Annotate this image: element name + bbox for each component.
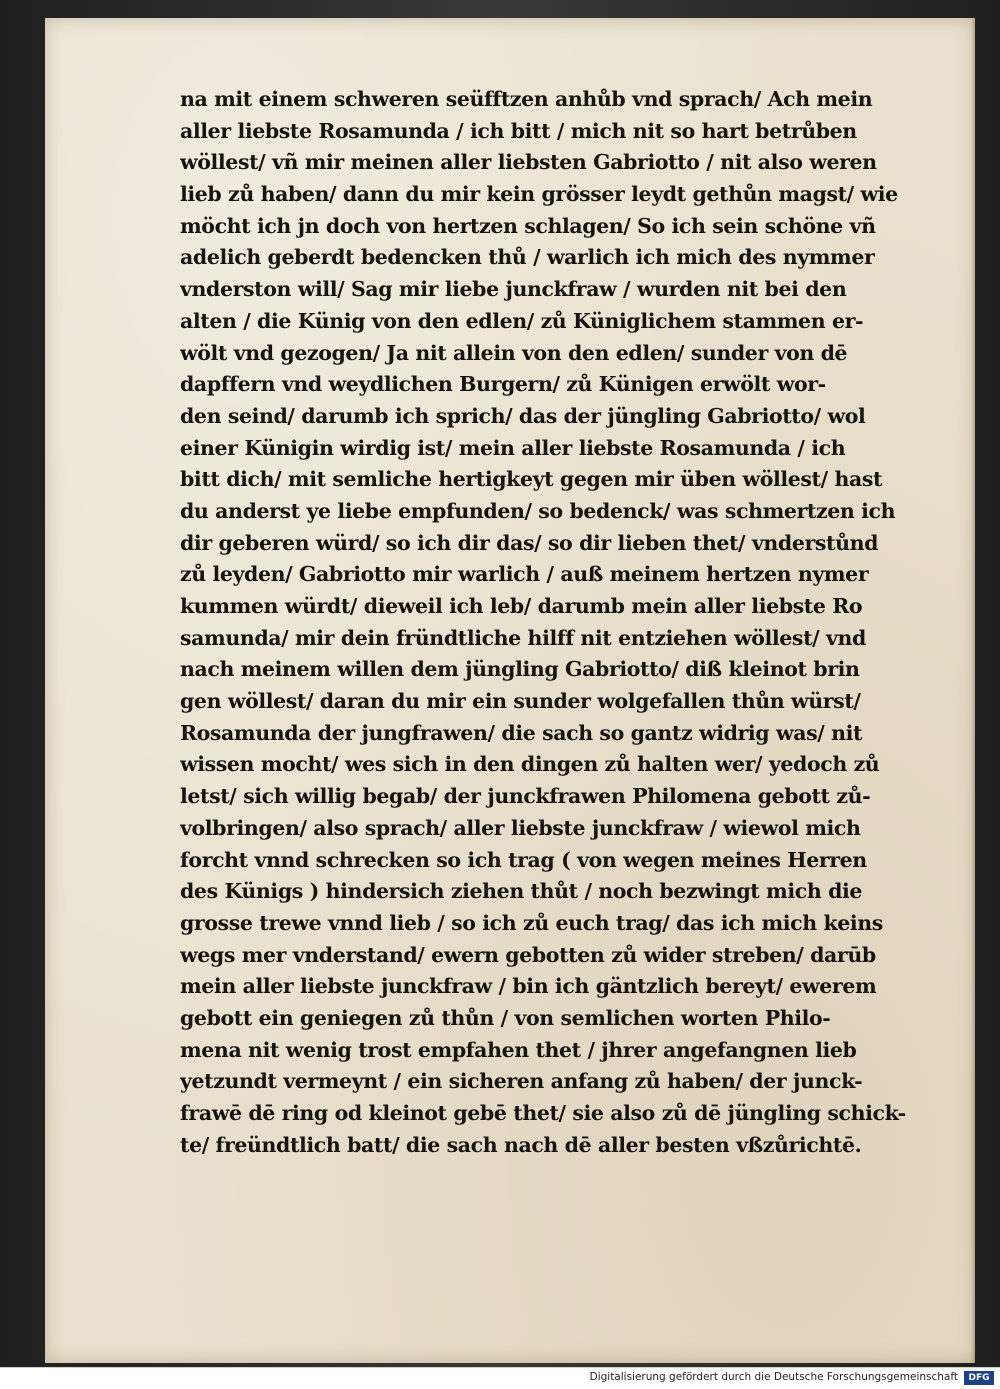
text-line: gebott ein geniegen zů thůn / von semlichen worten Philo- (180, 1005, 831, 1030)
blackletter-text-block (180, 84, 950, 1161)
text-line: gen wöllest/ daran du mir ein sunder wolgefallen thůn würst/ (180, 689, 861, 714)
text-line: yetzundt vermeynt / ein sicheren anfang zů haben/ der junck- (180, 1069, 863, 1094)
text-line: dapffern vnd weydlichen Burgern/ zů Künigen erwölt wor- (180, 372, 826, 397)
text-line: te/ freündtlich batt/ die sach nach dē aller besten vßzůrichtē. (180, 1132, 862, 1157)
text-line: kummen würdt/ dieweil ich leb/ darumb mein aller liebste Ro (180, 594, 863, 618)
text-line: bitt dich/ mit semliche hertigkeyt gegen mir üben wöllest/ hast (180, 467, 883, 492)
text-line: frawē dē ring od kleinot gebē thet/ sie also zů dē jüngling schick- (180, 1101, 906, 1125)
text-line: wegs mer vnderstand/ ewern gebotten zů wider streben/ darūb (180, 942, 876, 967)
text-line: dir geberen würd/ so ich dir das/ so dir lieben thet/ vnderstůnd (180, 530, 879, 555)
page-edge-shadow (971, 18, 975, 1363)
text-line: samunda/ mir dein fründtliche hilff nit entziehen wöllest/ vnd (180, 625, 866, 650)
text-line: nach meinem willen dem jüngling Gabriotto/ diß kleinot brin (180, 657, 860, 682)
text-line: aller liebste Rosamunda / ich bitt / mich nit so hart betrůben (180, 118, 857, 143)
text-line: mena nit wenig trost empfahen thet / jhrer angefangnen lieb (180, 1037, 857, 1062)
text-line: zů leyden/ Gabriotto mir warlich / auß meinem hertzen nymer (180, 562, 869, 587)
text-line: des Künigs ) hindersich ziehen thůt / noch bezwingt mich die (180, 879, 863, 904)
text-line: wöllest/ vñ mir meinen aller liebsten Gabriotto / nit also weren (180, 150, 877, 175)
text-line: möcht ich jn doch von hertzen schlagen/ So ich sein schöne vñ (180, 213, 876, 238)
text-line: alten / die Künig von den edlen/ zů Küniglichem stammen er- (180, 308, 864, 333)
text-line: Rosamunda der jungfrawen/ die sach so gantz widrig was/ nit (180, 720, 863, 745)
text-line: mein aller liebste junckfraw / bin ich gäntzlich bereyt/ ewerem (180, 974, 877, 999)
text-line: den seind/ darumb ich sprich/ das der jüngling Gabriotto/ wol (180, 403, 866, 428)
text-line: wissen mocht/ wes sich in den dingen zů halten wer/ yedoch zů (180, 752, 880, 777)
text-line: lieb zů haben/ dann du mir kein grösser leydt gethůn magst/ wie (180, 182, 898, 207)
text-line: wölt vnd gezogen/ Ja nit allein von den edlen/ sunder von dē (180, 340, 848, 365)
text-line: vnderston will/ Sag mir liebe junckfraw / wurden nit bei den (180, 277, 847, 302)
dfg-logo: DFG (964, 1371, 994, 1385)
text-line: volbringen/ also sprach/ aller liebste junckfraw / wiewol mich (180, 815, 861, 840)
book-page (45, 18, 975, 1363)
text-line: du anderst ye liebe empfunden/ so bedenck/ was schmertzen ich (180, 498, 896, 523)
text-line: na mit einem schweren seüfftzen anhůb vnd sprach/ Ach mein (180, 87, 873, 111)
funding-credit: Digitalisierung gefördert durch die Deutsche Forschungsgemeinschaft (589, 1371, 958, 1383)
digitization-footer (0, 1367, 1000, 1389)
text-line: einer Künigin wirdig ist/ mein aller liebste Rosamunda / ich (180, 435, 846, 460)
text-line: forcht vnnd schrecken so ich trag ( von wegen meines Herren (180, 847, 867, 872)
text-line: letst/ sich willig begab/ der junckfrawen Philomena gebott zů- (180, 784, 871, 809)
text-line: grosse trewe vnnd lieb / so ich zů euch trag/ das ich mich keins (180, 910, 883, 935)
text-line: adelich geberdt bedencken thů / warlich ich mich des nymmer (180, 245, 875, 270)
